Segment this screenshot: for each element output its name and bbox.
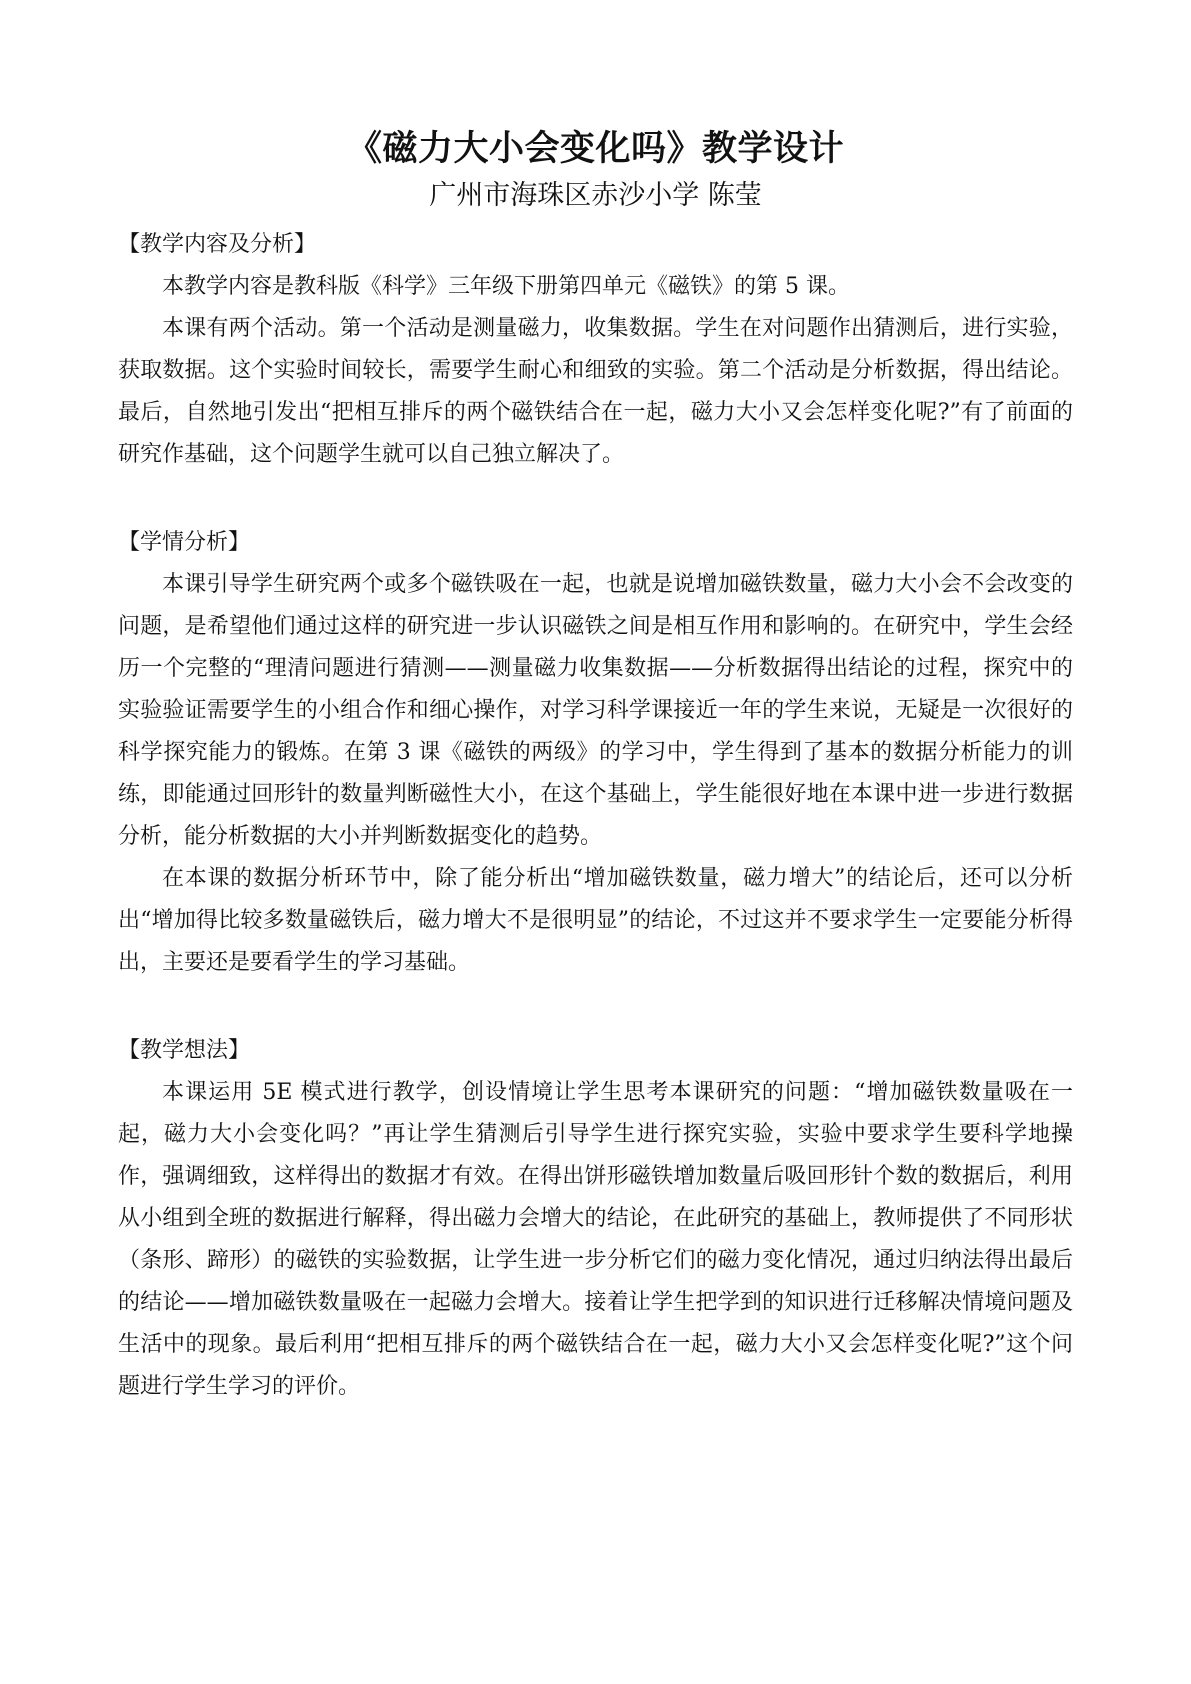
- paragraph: 本课有两个活动。第一个活动是测量磁力，收集数据。学生在对问题作出猜测后，进行实验，获取数据。这个实验时间较长，需要学生耐心和细致的实验。第二个活动是分析数据，得出结论。最后，自然地引发出“把相互排斥的两个磁铁结合在一起，磁力大小又会怎样变化呢?”有了前面的研究作基础，这个问题学生就可以自己独立解决了。: [118, 316, 1073, 467]
- section-student-analysis: [118, 522, 1073, 984]
- paragraph: 本教学内容是教科版《科学》三年级下册第四单元《磁铁》的第 5 课。: [162, 274, 850, 299]
- author-line: 广州市海珠区赤沙小学 陈莹: [429, 180, 762, 211]
- document-title: 《磁力大小会变化吗》教学设计: [346, 128, 844, 169]
- section-heading: 【学情分析】: [118, 530, 251, 555]
- paragraph: 在本课的数据分析环节中，除了能分析出“增加磁铁数量，磁力增大”的结论后，还可以分析出“增加得比较多数量磁铁后，磁力增大不是很明显”的结论，不过这并不要求学生一定要能分析得出，主要还是要看学生的学习基础。: [118, 866, 1073, 975]
- section-teaching-ideas: [118, 1030, 1073, 1408]
- section-heading: 【教学想法】: [118, 1038, 251, 1063]
- section-heading: 【教学内容及分析】: [118, 232, 317, 257]
- paragraph: 本课引导学生研究两个或多个磁铁吸在一起，也就是说增加磁铁数量，磁力大小会不会改变的问题，是希望他们通过这样的研究进一步认识磁铁之间是相互作用和影响的。在研究中，学生会经历一个完整的“理清问题进行猜测——测量磁力收集数据——分析数据得出结论的过程，探究中的实验验证需要学生的小组合作和细心操作，对学习科学课接近一年的学生来说，无疑是一次很好的科学探究能力的锻炼。在第 3 课《磁铁的两级》的学习中，学生得到了基本的数据分析能力的训练，即能通过回形针的数量判断磁性大小，在这个基础上，学生能很好地在本课中进一步进行数据分析，能分析数据的大小并判断数据变化的趋势。: [118, 572, 1073, 849]
- section-content-analysis: [118, 224, 1073, 476]
- paragraph: 本课运用 5E 模式进行教学，创设情境让学生思考本课研究的问题：“增加磁铁数量吸在一起，磁力大小会变化吗？”再让学生猜测后引导学生进行探究实验，实验中要求学生要科学地操作，强调细致，这样得出的数据才有效。在得出饼形磁铁增加数量后吸回形针个数的数据后，利用从小组到全班的数据进行解释，得出磁力会增大的结论，在此研究的基础上，教师提供了不同形状（条形、蹄形）的磁铁的实验数据，让学生进一步分析它们的磁力变化情况，通过归纳法得出最后的结论——增加磁铁数量吸在一起磁力会增大。接着让学生把学到的知识进行迁移解决情境问题及生活中的现象。最后利用“把相互排斥的两个磁铁结合在一起，磁力大小又会怎样变化呢?”这个问题进行学生学习的评价。: [118, 1080, 1073, 1399]
